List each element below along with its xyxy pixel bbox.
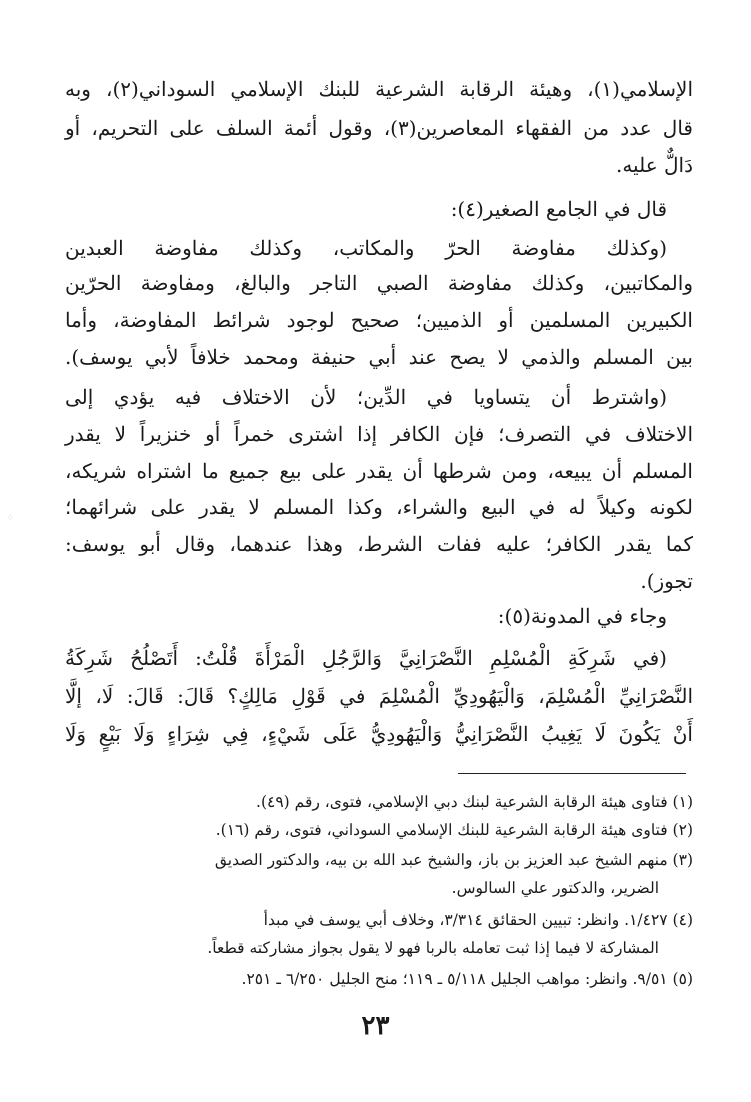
scan-speck: ⁘ <box>6 513 15 524</box>
footnote: (٤) ١/٤٢٧. وانظر: تبيين الحقائق ٣/٣١٤، وخلاف أبي يوسف في مبدأ <box>263 911 693 929</box>
page-number: ٢٣ <box>361 1011 390 1041</box>
body-line: (وكذلك مفاوضة الحرّ والمكاتب، وكذلك مفاوضة العبدين <box>65 236 667 260</box>
body-line: النَّصْرَانِيِّ الْمُسْلِمَ، وَالْيَهُودِيِّ الْمُسْلِمَ في قَوْلِ مَالِكٍ؟ قَالَ: قَالَ: لَا، إلَّا <box>65 684 693 708</box>
body-line: (في شَرِكَةِ الْمُسْلِمِ النَّصْرَانِيَّ وَالرَّجُلِ الْمَرْأَةَ قُلْتُ: أَتَصْلُحُ شَرِكَةُ <box>65 646 667 670</box>
footnote-continuation: الضرير، والدكتور علي السالوس. <box>451 879 659 897</box>
footnote: (١) فتاوى هيئة الرقابة الشرعية لبنك دبي الإسلامي، فتوى، رقم (٤٩). <box>256 793 693 811</box>
body-line: الإسلامي(١)، وهيئة الرقابة الشرعية للبنك الإسلامي السوداني(٢)، وبه <box>65 77 693 101</box>
body-line: والمكاتبين، وكذلك مفاوضة الصبي التاجر والبالغ، ومفاوضة الحرّين <box>65 271 693 295</box>
footnote: (٣) منهم الشيخ عبد العزيز بن باز، والشيخ عبد الله بن بيه، والدكتور الصديق <box>214 851 693 869</box>
body-line: كما يقدر الكافر؛ عليه ففات الشرط، وهذا عندهما، وقال أبو يوسف: <box>65 532 693 556</box>
body-line: قال عدد من الفقهاء المعاصرين(٣)، وقول أئمة السلف على التحريم، أو <box>65 116 693 140</box>
footnote: (٥) ٩/٥١. وانظر: مواهب الجليل ٥/١١٨ ـ ١١٩؛ منح الجليل ٦/٢٥٠ ـ ٢٥١. <box>241 970 693 988</box>
body-line: وجاء في المدونة(٥): <box>497 604 667 628</box>
body-line: المسلم أن يبيعه، ومن شرطها أن يقدر على بيع جميع ما اشتراه شريكه، <box>65 459 693 483</box>
body-line: (واشترط أن يتساويا في الدِّين؛ لأن الاختلاف فيه يؤدي إلى <box>65 385 667 409</box>
body-line: الاختلاف في التصرف؛ فإن الكافر إذا اشترى خمراً أو خنزيراً لا يقدر <box>65 422 693 446</box>
footnote: (٢) فتاوى هيئة الرقابة الشرعية للبنك الإسلامي السوداني، فتوى، رقم (١٦). <box>215 821 693 839</box>
body-line: الكبيرين المسلمين أو الذميين؛ صحيح لوجود شرائط المفاوضة، وأما <box>65 308 693 332</box>
body-line: قال في الجامع الصغير(٤): <box>450 197 667 221</box>
body-line: أَنْ يَكُونَ لَا يَغِيبُ النَّصْرَانِيُّ وَالْيَهُودِيُّ عَلَى شَيْءٍ، فِي شِرَاءٍ وَلَا بَيْعٍ وَلَا <box>65 722 693 746</box>
body-line: لكونه وكيلاً له في البيع والشراء، وكذا المسلم لا يقدر على شرائهما؛ <box>65 495 693 519</box>
footnote-continuation: المشاركة لا فيما إذا ثبت تعامله بالربا فهو لا يقول بجواز مشاركته قطعاً. <box>207 939 659 957</box>
body-line: بين المسلم والذمي لا يصح عند أبي حنيفة ومحمد خلافاً لأبي يوسف). <box>65 345 693 369</box>
footnote-separator <box>458 773 686 774</box>
body-line: دَالٌّ عليه. <box>615 153 693 177</box>
body-line: تجوز). <box>640 569 693 593</box>
